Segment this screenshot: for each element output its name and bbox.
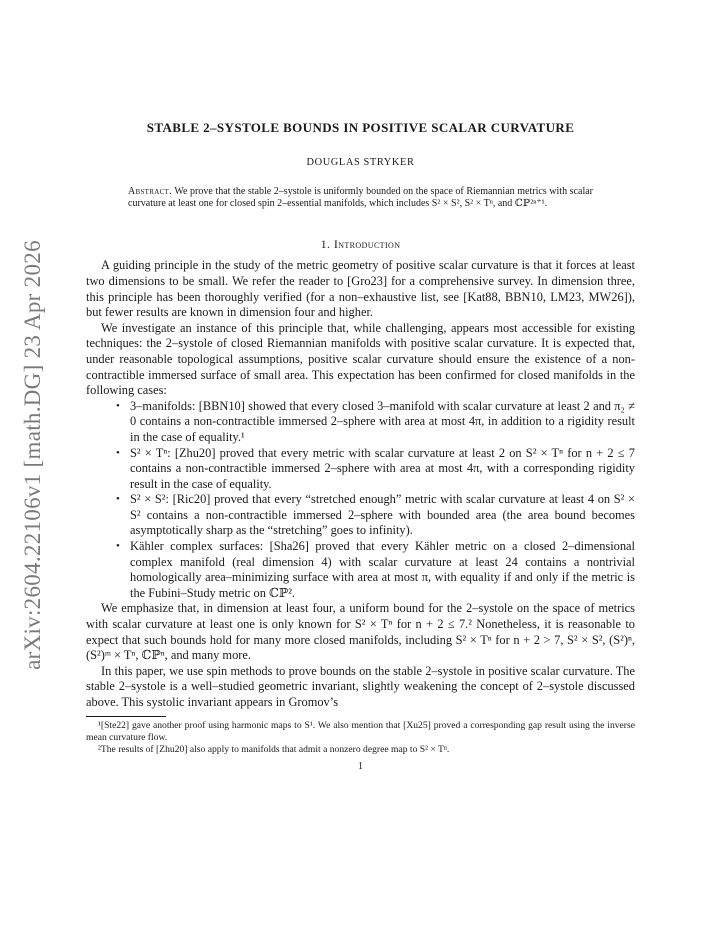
intro-paragraph-4: In this paper, we use spin methods to prove bounds on the stable 2–systole in positive scalar curvature. The stable 2–systole is a well–studied geometric invariant, slightly weakening the concept of 2–systole discussed above. This systolic invariant appears in Gromov’s bbox=[86, 663, 635, 709]
abstract-text: We prove that the stable 2–systole is uniformly bounded on the space of Riemannian metrics with scalar curvature at least one for closed spin 2–essential manifolds, which includes S² × S², S² × Tⁿ, and ℂℙ²ⁿ⁺¹. bbox=[128, 185, 593, 210]
bullet-icon: • bbox=[116, 399, 120, 412]
list-item bbox=[116, 446, 635, 493]
footnotes bbox=[86, 716, 635, 757]
case-text: 3–manifolds: [BBN10] showed that every closed 3–manifold with scalar curvature at least 2 and π₂ ≠ 0 contains a non-contractible immersed 2–sphere with area at most 4π, in addition to a rigidity result in the case of equality.¹ bbox=[130, 398, 635, 444]
section-title: Introduction bbox=[333, 236, 401, 251]
paper-title: STABLE 2–SYSTOLE BOUNDS IN POSITIVE SCALAR CURVATURE bbox=[146, 120, 575, 135]
list-item bbox=[116, 399, 635, 446]
intro-paragraph-2: We investigate an instance of this principle that, while challenging, appears most accessible for existing techniques: the 2–systole of closed Riemannian manifolds with positive scalar curvature. It is expected that, under reasonable topological assumptions, positive scalar curvature should ensure the existence of a non-contractible immersed surface of small area. This expectation has been confirmed for closed manifolds in the following cases: bbox=[86, 320, 635, 398]
footnote-1: ¹[Ste22] gave another proof using harmonic maps to S¹. We also mention that [Xu25] proved a corresponding gap result using the inverse mean curvature flow. bbox=[86, 719, 635, 743]
list-item bbox=[116, 492, 635, 539]
section-heading bbox=[86, 237, 635, 253]
intro-paragraph-3: We emphasize that, in dimension at least four, a uniform bound for the 2–systole on the space of metrics with scalar curvature at least one is only known for S² × Tⁿ for n + 2 ≤ 7.² Nonetheless, it is reasonable to expect that such bounds hold for many more closed manifolds, including S² × Tⁿ for n + 2 > 7, S² × S², (S²)ⁿ, (S²)ᵐ × Tⁿ, ℂℙⁿ, and many more. bbox=[86, 601, 635, 663]
abstract-label: Abstract. bbox=[128, 185, 172, 197]
known-cases-list bbox=[86, 399, 635, 602]
arxiv-identifier-stamp bbox=[8, 240, 58, 670]
case-text: S² × S²: [Ric20] proved that every “stretched enough” metric with scalar curvature at least 4 on S² × S² contains a non-contractible immersed 2–sphere with bounded area (the area bound becomes asymptotically sharp as the “stretching” goes to infinity). bbox=[130, 492, 635, 538]
abstract bbox=[128, 186, 593, 211]
case-text: S² × Tⁿ: [Zhu20] proved that every metric with scalar curvature at least 2 on S² × Tⁿ for n + 2 ≤ 7 contains a non-contractible immersed 2–sphere with area at most 4π, with a corresponding rigidity result in the case of equality. bbox=[130, 445, 635, 491]
section-number: 1. bbox=[320, 236, 331, 251]
bullet-icon: • bbox=[116, 540, 120, 553]
footnote-rule bbox=[86, 716, 166, 717]
paper-page bbox=[86, 120, 635, 775]
list-item bbox=[116, 539, 635, 601]
intro-paragraph-1: A guiding principle in the study of the metric geometry of positive scalar curvature is that it forces at least two dimensions to be small. We refer the reader to [Gro23] for a comprehensive survey. In dimension three, this principle has been thoroughly verified (for a non–exhaustive list, see [Kat88, BBN10, LM23, MW26]), but fewer results are known in dimension four and higher. bbox=[86, 258, 635, 320]
arxiv-identifier-text: arXiv:2604.22106v1 [math.DG] 23 Apr 2026 bbox=[20, 240, 46, 670]
footnote-2: ²The results of [Zhu20] also apply to manifolds that admit a nonzero degree map to S² × Tⁿ. bbox=[98, 744, 450, 755]
bullet-icon: • bbox=[116, 446, 120, 459]
paper-author: DOUGLAS STRYKER bbox=[306, 157, 415, 168]
case-text: Kähler complex surfaces: [Sha26] proved that every Kähler metric on a closed 2–dimensional complex manifold (real dimension 4) with scalar curvature at least 24 contains a nontrivial homologically area–minimizing surface with area at most π, with equality if and only if the metric is the Fubini–Study metric on ℂℙ². bbox=[130, 539, 635, 600]
page-number: 1 bbox=[358, 761, 363, 773]
bullet-icon: • bbox=[116, 493, 120, 506]
